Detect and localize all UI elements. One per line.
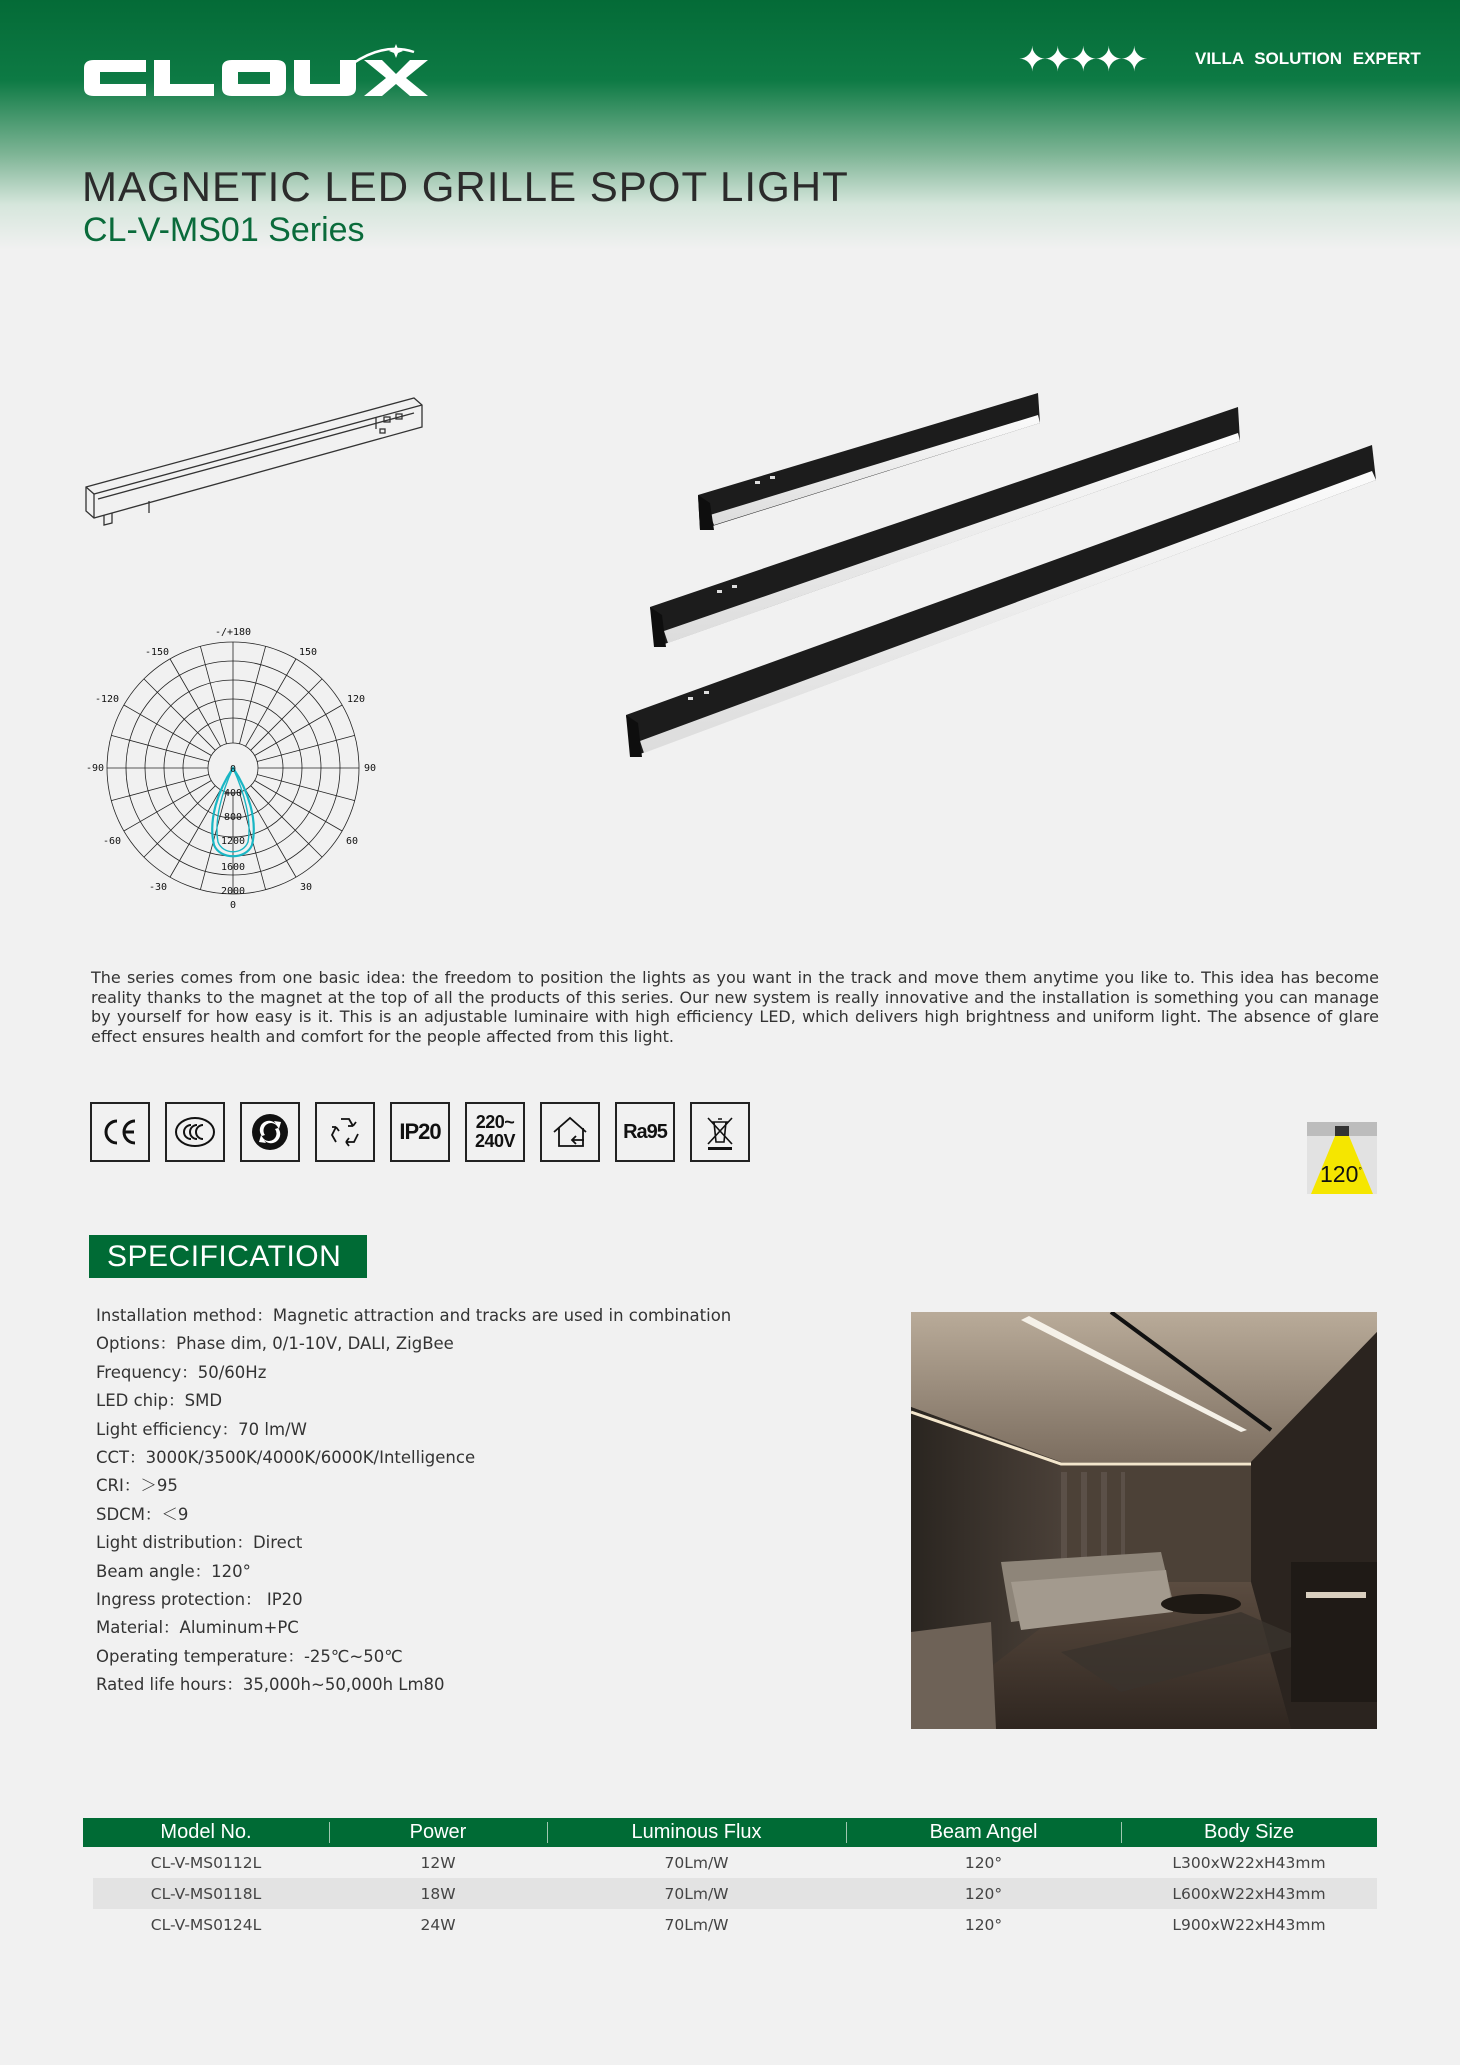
polar-spoke <box>246 659 297 746</box>
angle-label: -60 <box>102 836 122 847</box>
spec-item: SDCM：＜9 <box>96 1504 189 1524</box>
table-cell: 12W <box>420 1853 456 1872</box>
weee-bin-icon <box>690 1102 750 1162</box>
table-cell: 70Lm/W <box>664 1853 729 1872</box>
table-cell: 18W <box>329 1878 547 1909</box>
column-header: Luminous Flux <box>547 1818 846 1847</box>
spec-item: Operating temperature：-25℃~50℃ <box>96 1646 403 1666</box>
table-cell: 120° <box>846 1878 1121 1909</box>
spec-item: LED chip：SMD <box>96 1391 223 1411</box>
polar-spoke <box>111 774 209 800</box>
angle-label: -150 <box>144 647 170 658</box>
product-description: The series comes from one basic idea: the freedom to position the lights as you want in the track and move them anytime you like to. This idea has become reality thanks to the magnet at the top of all the products of this series. Our new system is really innovative and the installation is something you can manage by yourself for how easy is it. This is an adjustable luminaire with high efficiency LED, which delivers high brightness and uniform light. The absence of glare effect ensures health and comfort for the people affected from this light. <box>91 968 1379 1046</box>
radial-label: 0 <box>229 764 237 775</box>
column-header: Model No. <box>83 1818 329 1847</box>
product-series: CL-V-MS01 Series <box>83 211 365 249</box>
polar-spoke <box>124 705 211 756</box>
table-cell: 24W <box>420 1915 456 1934</box>
angle-label: 0 <box>229 900 237 911</box>
recycling-arrow-icon <box>240 1102 300 1162</box>
spec-item: Frequency：50/60Hz <box>96 1362 267 1382</box>
cloux-logo <box>84 44 436 106</box>
ip20-icon: IP20 <box>390 1102 450 1162</box>
spec-item: Beam angle：120° <box>96 1561 251 1581</box>
table-cell: L300xW22xH43mm <box>1172 1853 1326 1872</box>
voltage-icon <box>465 1102 525 1162</box>
column-header: Body Size <box>1121 1818 1377 1847</box>
polar-spoke <box>255 781 342 832</box>
ccc-mark-icon <box>165 1102 225 1162</box>
spec-item: Rated life hours：35,000h~50,000h Lm80 <box>96 1675 445 1695</box>
table-cell: 120° <box>964 1915 1003 1934</box>
angle-label: -/+180 <box>214 627 252 638</box>
polar-spoke <box>257 774 355 800</box>
ra95-icon: Ra95 <box>615 1102 675 1162</box>
table-cell: L900xW22xH43mm <box>1172 1915 1326 1934</box>
spec-item: CRI：＞95 <box>96 1476 178 1496</box>
column-header: Beam Angel <box>846 1818 1121 1847</box>
polar-spoke <box>251 679 322 750</box>
polar-spoke <box>257 735 355 761</box>
column-header: Power <box>329 1818 547 1847</box>
spec-item: Ingress protection： IP20 <box>96 1590 303 1610</box>
polar-spoke <box>251 786 322 857</box>
spec-item: Material：Aluminum+PC <box>96 1618 299 1638</box>
table-cell: 70Lm/W <box>664 1915 729 1934</box>
table-row <box>83 1909 1377 1940</box>
angle-label: -120 <box>94 694 120 705</box>
voltage-line-2: 240V <box>474 1131 516 1151</box>
product-title: MAGNETIC LED GRILLE SPOT LIGHT <box>82 163 849 210</box>
spec-item: Light efficiency：70 lm/W <box>96 1419 307 1439</box>
spec-item: CCT：3000K/3500K/4000K/6000K/Intelligence <box>96 1448 476 1468</box>
table-cell: 120° <box>964 1853 1003 1872</box>
specification-heading: SPECIFICATION <box>89 1235 367 1278</box>
spec-item: Installation method：Magnetic attraction and tracks are used in combination <box>96 1306 732 1325</box>
indoor-house-icon <box>540 1102 600 1162</box>
polar-spoke <box>239 646 265 744</box>
table-cell: CL-V-MS0112L <box>150 1853 262 1872</box>
angle-label: 120 <box>346 694 366 705</box>
table-cell: 70Lm/W <box>547 1878 846 1909</box>
angle-label: 30 <box>299 882 313 893</box>
spec-item: Light distribution：Direct <box>96 1533 303 1553</box>
table-header-row <box>83 1818 1377 1847</box>
polar-spoke <box>200 646 226 744</box>
radial-label: 400 <box>223 788 243 799</box>
beam-angle-value: 120° <box>1320 1161 1362 1187</box>
rating-stars: ✦✦✦✦✦ <box>1018 40 1146 80</box>
brand-tagline: VILLA SOLUTION EXPERT <box>1195 49 1421 68</box>
table-cell: CL-V-MS0124L <box>150 1915 262 1934</box>
angle-label: 150 <box>298 647 318 658</box>
table-cell: L600xW22xH43mm <box>1121 1878 1377 1909</box>
ce-mark-icon <box>90 1102 150 1162</box>
spec-item: Options：Phase dim, 0/1-10V, DALI, ZigBee <box>96 1334 454 1354</box>
polar-light-distribution-diagram <box>80 620 380 920</box>
model-table <box>83 1818 1377 1940</box>
table-row <box>83 1878 1377 1909</box>
voltage-line-1: 220~ <box>475 1112 515 1132</box>
fixture-line-drawing <box>84 395 426 535</box>
polar-spoke <box>255 705 342 756</box>
polar-spoke <box>144 679 215 750</box>
specification-list <box>96 1302 731 1700</box>
radial-label: 1600 <box>220 862 246 873</box>
table-cell: CL-V-MS0118L <box>83 1878 329 1909</box>
angle-label: -90 <box>85 763 105 774</box>
table-row <box>83 1847 1377 1878</box>
polar-spoke <box>111 735 209 761</box>
angle-label: 60 <box>345 836 359 847</box>
radial-label: 1200 <box>220 836 246 847</box>
radial-label: 2000 <box>220 886 246 897</box>
product-bars-image <box>620 385 1380 780</box>
angle-label: 90 <box>363 763 377 774</box>
polar-spoke <box>144 786 215 857</box>
polar-spoke <box>170 659 221 746</box>
radial-label: 800 <box>223 812 243 823</box>
polar-spoke <box>124 781 211 832</box>
angle-label: -30 <box>148 882 168 893</box>
recycle-symbol-icon <box>315 1102 375 1162</box>
interior-room-photo <box>911 1312 1377 1729</box>
